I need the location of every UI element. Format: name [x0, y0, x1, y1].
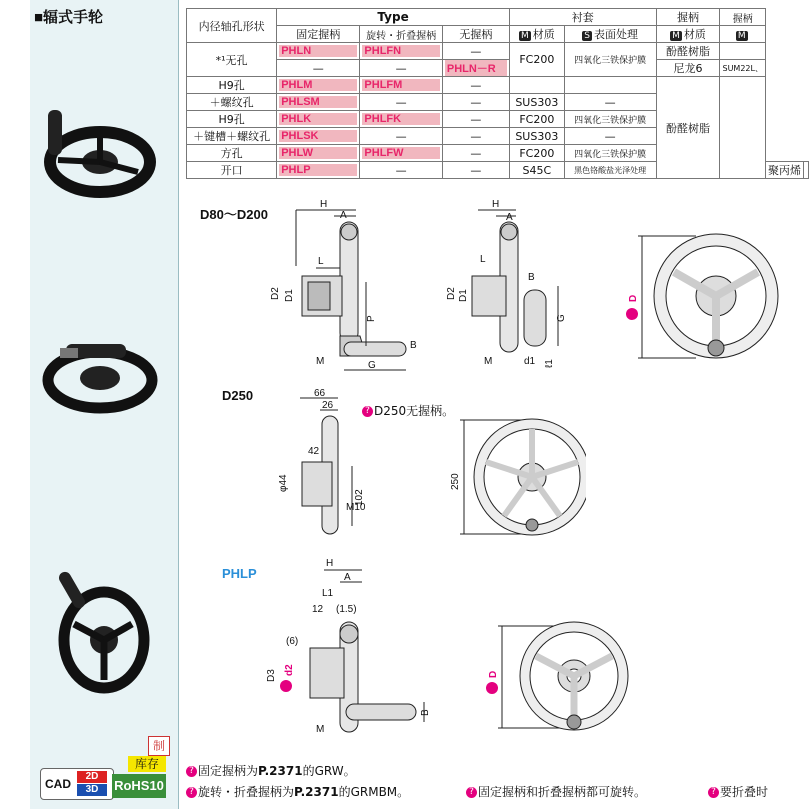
cell-fixed[interactable]: PHLP	[277, 162, 360, 179]
cell-none: —	[442, 162, 509, 179]
col-none: 无握柄	[442, 26, 509, 43]
dim-H: H	[326, 558, 334, 569]
col-material: M 材质	[509, 26, 564, 43]
cell-fixed[interactable]: PHLK	[277, 111, 360, 128]
footer-note-3: ? 固定握柄和折叠握柄都可旋转。	[466, 783, 646, 800]
col-grip: 握柄	[656, 9, 720, 26]
dim-66: 66	[314, 388, 326, 399]
footer-note-1: ? 固定握柄为P.2371的GRW。	[186, 762, 356, 779]
col-surface: S 表面处理	[564, 26, 656, 43]
dim-H: H	[320, 199, 328, 210]
dim-L1: L1	[322, 588, 334, 599]
cell-screw	[720, 43, 766, 60]
cell-grip: 酚醛树脂	[656, 77, 720, 179]
pin-icon	[626, 308, 638, 320]
cell-rotate[interactable]: PHLFK	[360, 111, 442, 128]
dim-26: 26	[322, 400, 334, 411]
cell-fixed: —	[277, 60, 360, 77]
cell-hole: *¹无孔	[187, 43, 277, 77]
cell-rotate: —	[360, 162, 442, 179]
cell-hole: ＋键槽＋螺纹孔	[187, 128, 277, 145]
col-bushing: 衬套	[509, 9, 656, 26]
footer-note-4: ? 要折叠时	[708, 783, 809, 800]
cell-none: —	[442, 111, 509, 128]
dim-P: P	[366, 315, 377, 322]
d250-section-title: D250	[222, 388, 254, 403]
cell-rotate[interactable]: PHLFW	[360, 145, 442, 162]
drawing-d80-front	[616, 226, 786, 376]
dim-D2: D2	[270, 287, 281, 300]
stock-badge: 库存	[128, 756, 166, 772]
cell-material: SUS303	[509, 128, 564, 145]
dim-250: 250	[450, 473, 461, 490]
note-pin-icon: ?	[708, 787, 719, 798]
cell-rotate: —	[360, 128, 442, 145]
cell-fixed[interactable]: PHLSK	[277, 128, 360, 145]
cad-label: CAD	[45, 777, 71, 791]
dim-L: L	[480, 254, 486, 265]
phlp-section-title: PHLP	[222, 566, 257, 581]
dim-B: B	[528, 272, 535, 283]
col-type: Type	[277, 9, 510, 26]
cell-surface: 四氧化三铁保护膜	[564, 145, 656, 162]
cell-fixed[interactable]: PHLM	[277, 77, 360, 94]
pin-icon	[486, 682, 498, 694]
dim-d1: d1	[524, 356, 536, 367]
cell-material: FC200	[509, 145, 564, 162]
col-screw: 握柄	[720, 9, 766, 26]
col-fixed: 固定握柄	[277, 26, 360, 43]
dim-12: 12	[312, 604, 324, 615]
drawing-phlp-side	[264, 556, 444, 746]
cell-surface: —	[564, 94, 656, 111]
dim-D3: D3	[266, 669, 277, 682]
drawing-d250-side	[272, 386, 382, 536]
cell-hole: 开口	[187, 162, 277, 179]
cell-grip: 聚丙烯	[766, 162, 804, 179]
dim-D: D	[488, 670, 499, 678]
table-row	[187, 77, 809, 94]
cell-rotate[interactable]: PHLFM	[360, 77, 442, 94]
dim-G: G	[556, 314, 567, 322]
cell-hole: ＋螺纹孔	[187, 94, 277, 111]
dim-B: B	[410, 340, 417, 351]
dim-D2: D2	[446, 287, 457, 300]
dim-M: M	[484, 356, 493, 367]
pin-icon	[280, 680, 292, 692]
note-pin-icon: ?	[186, 766, 197, 777]
cell-none: —	[442, 94, 509, 111]
cell-none: —	[442, 43, 509, 60]
dim-L: L	[318, 256, 324, 267]
dim-A: A	[344, 572, 351, 583]
cell-fixed[interactable]: PHLSM	[277, 94, 360, 111]
cell-screw	[720, 77, 766, 179]
note-pin-icon: ?	[362, 406, 373, 417]
dim-l1: ℓ1	[544, 359, 555, 368]
dim-1-5: (1.5)	[336, 604, 357, 615]
table-row	[187, 60, 809, 77]
cell-none: —	[442, 77, 509, 94]
drawing-phlp-front	[478, 618, 638, 738]
dim-M: M	[316, 724, 325, 735]
page-ref-link[interactable]: P.2371	[294, 785, 339, 799]
cell-fixed[interactable]: PHLW	[277, 145, 360, 162]
cad-badge[interactable]	[40, 768, 114, 800]
cell-screw: SUM22L、	[720, 60, 766, 77]
dim-G: G	[368, 360, 376, 371]
dim-A: A	[340, 210, 347, 221]
footer-note-2: ? 旋转・折叠握柄为P.2371的GRMBM。	[186, 783, 409, 800]
cell-none[interactable]: PHLN－R	[442, 60, 509, 77]
cell-rotate[interactable]: PHLFN	[360, 43, 442, 60]
cell-rotate: —	[360, 60, 442, 77]
product-image-phlp	[52, 568, 162, 698]
product-image-folding-handle	[38, 330, 158, 420]
page-ref-link[interactable]: P.2371	[258, 764, 303, 778]
spec-table	[186, 8, 809, 179]
cell-none: —	[442, 128, 509, 145]
cell-hole: H9孔	[187, 77, 277, 94]
drawing-d80-fixed-side	[256, 196, 426, 376]
cell-material: S45C	[509, 162, 564, 179]
product-image-fixed-handle	[38, 100, 158, 200]
rohs-badge: RoHS10	[112, 774, 166, 798]
cell-surface	[564, 77, 656, 94]
dim-M10: M10	[346, 502, 366, 513]
cell-fixed[interactable]: PHLN	[277, 43, 360, 60]
note-pin-icon: ?	[466, 787, 477, 798]
dim-M: M	[316, 356, 325, 367]
dim-d2: d2	[284, 664, 295, 676]
drawing-d80-folding-side	[440, 196, 570, 376]
dim-A: A	[506, 212, 513, 223]
cell-grip: 尼龙6	[656, 60, 720, 77]
cell-material: SUS303	[509, 94, 564, 111]
cell-surface: 四氧化三铁保护膜	[564, 43, 656, 77]
drawing-d250-front	[446, 410, 586, 540]
cell-surface: —	[564, 128, 656, 145]
cell-rotate: —	[360, 94, 442, 111]
cell-material: FC200	[509, 111, 564, 128]
dim-phi44: φ44	[278, 474, 289, 492]
cell-surface: 四氧化三铁保护膜	[564, 111, 656, 128]
cell-grip: 酚醛树脂	[656, 43, 720, 60]
cad-2d-label: 2D	[77, 771, 107, 783]
cell-screw	[804, 162, 809, 179]
dim-H: H	[492, 199, 500, 210]
col-screw-material: M	[720, 26, 766, 43]
cell-none: —	[442, 145, 509, 162]
dim-B: B	[420, 709, 431, 716]
cell-hole: H9孔	[187, 111, 277, 128]
dim-102: 102	[354, 489, 365, 506]
cell-hole: 方孔	[187, 145, 277, 162]
cad-3d-label: 3D	[77, 784, 107, 796]
table-row	[187, 43, 809, 60]
col-rotate: 旋转・折叠握柄	[360, 26, 442, 43]
made-to-order-badge: 制	[148, 736, 170, 756]
cell-surface: 黑色铬酸盐光泽处理	[564, 162, 656, 179]
note-pin-icon: ?	[186, 787, 197, 798]
d80-section-title: D80～D200	[200, 207, 268, 222]
dim-D1: D1	[284, 289, 295, 302]
dim-D: D	[628, 294, 639, 302]
col-hole-shape: 内径轴孔形状	[187, 9, 277, 43]
d250-note: ? D250无握柄。	[362, 402, 454, 419]
cell-material	[509, 77, 564, 94]
section-title: ■辐式手轮	[34, 9, 104, 26]
col-grip-material: M 材质	[656, 26, 720, 43]
dim-D1: D1	[458, 289, 469, 302]
dim-6: (6)	[286, 636, 299, 647]
cell-material: FC200	[509, 43, 564, 77]
dim-42: 42	[308, 446, 320, 457]
